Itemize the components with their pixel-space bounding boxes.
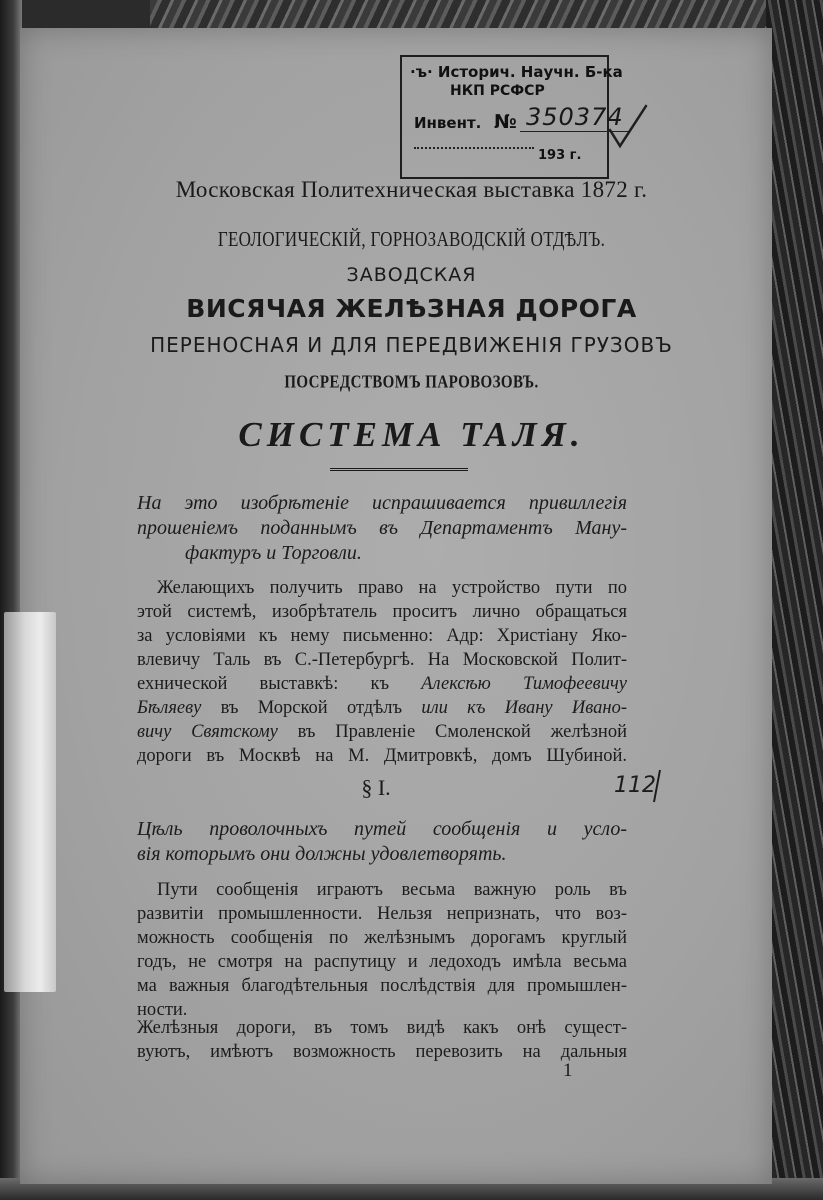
handwritten-number-text: 112 bbox=[614, 773, 656, 798]
text-line: этой системѣ, изобрѣтатель проситъ лично обращаться bbox=[137, 602, 627, 622]
contact-paragraph bbox=[137, 576, 627, 768]
person-name: Алексѣю Тимофеевичу bbox=[421, 674, 627, 694]
text-line: за условiями къ нему письменно: Адр: Христiану Яко- bbox=[137, 626, 627, 646]
stamp-inventory-number: 350374 bbox=[520, 103, 630, 132]
section-title-line: вiя которымъ они должны удовлетворять. bbox=[137, 843, 507, 865]
library-stamp bbox=[400, 55, 624, 179]
paper-slip bbox=[4, 612, 56, 992]
text-line: ма важныя благодѣтельныя послѣдствiя для промышлен- bbox=[137, 976, 627, 996]
body-paragraph bbox=[137, 1016, 627, 1064]
privilege-note bbox=[137, 491, 627, 566]
person-name: вичу Святскому bbox=[137, 722, 278, 742]
text-line: влевичу Таль въ С.-Петербургѣ. На Московской Полит- bbox=[137, 650, 627, 670]
text-run: въ Правленiе Смоленской желѣзной bbox=[277, 722, 627, 742]
text-line bbox=[137, 672, 627, 696]
person-name: или къ Ивану Ивано- bbox=[421, 698, 627, 718]
stamp-inventory-label: Инвент. bbox=[414, 114, 482, 132]
section-title bbox=[137, 817, 627, 867]
text-line: Пути сообщенiя играютъ весьма важную роль въ bbox=[157, 880, 627, 900]
department-heading: ГЕОЛОГИЧЕСКIЙ, ГОРНОЗАВОДСКIЙ ОТДѢЛЪ. bbox=[217, 227, 606, 251]
section-title-line: Цѣль проволочныхъ путей сообщенiя и усло- bbox=[137, 818, 627, 840]
privilege-line: фактуръ и Торговли. bbox=[185, 542, 362, 564]
page-number: 1 bbox=[563, 1060, 573, 1081]
title-divider bbox=[330, 468, 468, 471]
stamp-library-name: ·ъ· Историч. Научн. Б-ка bbox=[410, 63, 623, 81]
means-heading: ПОСРЕДСТВОМЪ ПАРОВОЗОВЪ. bbox=[284, 373, 539, 393]
stamp-year: 193 г. bbox=[538, 148, 582, 163]
text-line: годъ, не смотря на распутицу и ледоходъ имѣла весьма bbox=[137, 952, 627, 972]
text-run: въ Морской отдѣлъ bbox=[201, 698, 422, 718]
text-line: дороги въ Москвѣ на М. Дмитровкѣ, домъ Шубиной. bbox=[137, 746, 627, 766]
stamp-number-sign: № bbox=[494, 111, 517, 133]
plant-heading: ЗАВОДСКАЯ bbox=[346, 264, 477, 286]
section-number: § I. bbox=[361, 775, 391, 800]
stamp-date-line bbox=[414, 147, 534, 149]
stamp-agency: НКП РСФСР bbox=[450, 83, 545, 99]
text-run: ехнической выставкѣ: къ bbox=[137, 674, 422, 694]
text-line bbox=[137, 696, 627, 720]
privilege-line: На это изобрѣтенiе испрашивается привиллегiя bbox=[137, 492, 627, 514]
checkmark-icon bbox=[608, 102, 648, 150]
handwritten-number bbox=[610, 768, 670, 804]
text-line: Желѣзныя дороги, въ томъ видѣ какъ онѣ сущест- bbox=[137, 1018, 627, 1038]
privilege-line: прошенiемъ поданнымъ въ Департаментъ Ману- bbox=[137, 517, 627, 539]
text-line: развитiи промышленности. Нельзя непризнать, что воз- bbox=[137, 904, 627, 924]
text-line: вуютъ, имѣютъ возможность перевозить на дальныя bbox=[137, 1042, 627, 1062]
exhibition-title: Московская Политехническая выставка 1872 г. bbox=[175, 177, 648, 202]
system-title: СИСТЕМА ТАЛЯ. bbox=[238, 415, 585, 454]
text-line: можность сообщенiя по желѣзнымъ дорогамъ круглый bbox=[137, 928, 627, 948]
portable-heading: ПЕРЕНОСНАЯ И ДЛЯ ПЕРЕДВИЖЕНIЯ ГРУЗОВЪ bbox=[150, 333, 673, 357]
person-name: Бѣляеву bbox=[137, 698, 202, 718]
railway-heading: ВИСЯЧАЯ ЖЕЛѢЗНАЯ ДОРОГА bbox=[186, 294, 637, 323]
body-paragraph bbox=[137, 878, 627, 1022]
text-line: Желающихъ получить право на устройство пути по bbox=[157, 578, 627, 598]
text-line: ности. bbox=[137, 1000, 188, 1020]
text-line bbox=[137, 720, 627, 744]
